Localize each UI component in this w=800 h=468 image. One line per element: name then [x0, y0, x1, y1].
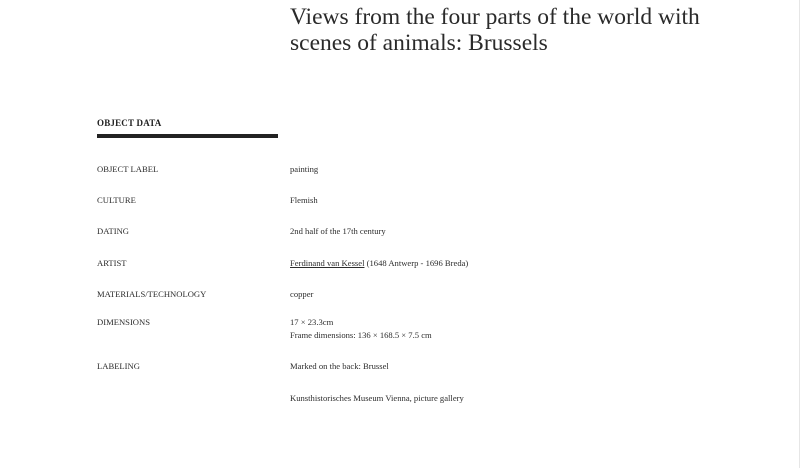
culture-value: Flemish	[290, 195, 318, 205]
materials-label: MATERIALS/TECHNOLOGY	[97, 289, 207, 299]
labeling-label: LABELING	[97, 361, 140, 371]
culture-label: CULTURE	[97, 195, 136, 205]
dimensions-label: DIMENSIONS	[97, 317, 150, 327]
object-data-section-header	[97, 118, 278, 138]
object-label-label: OBJECT LABEL	[97, 164, 159, 174]
object-label-value: painting	[290, 164, 319, 174]
section-divider	[97, 134, 278, 138]
labeling-value: Marked on the back: Brussel	[290, 361, 389, 371]
artist-value	[290, 257, 710, 270]
dating-value: 2nd half of the 17th century	[290, 226, 386, 236]
dating-label: DATING	[97, 226, 129, 236]
materials-value: copper	[290, 289, 314, 299]
artist-label: ARTIST	[97, 258, 127, 268]
dimensions-line-2: Frame dimensions: 136 × 168.5 × 7.5 cm	[290, 330, 432, 340]
artist-detail: (1648 Antwerp - 1696 Breda)	[364, 258, 469, 268]
artist-link[interactable]: Ferdinand van Kessel	[290, 258, 365, 268]
section-title: OBJECT DATA	[97, 118, 162, 128]
dimensions-value	[290, 316, 710, 342]
page-title: Views from the four parts of the world with scenes of animals: Brussels	[290, 4, 700, 56]
collection-value: Kunsthistorisches Museum Vienna, picture gallery	[290, 393, 464, 403]
dimensions-line-1: 17 × 23.3cm	[290, 317, 334, 327]
